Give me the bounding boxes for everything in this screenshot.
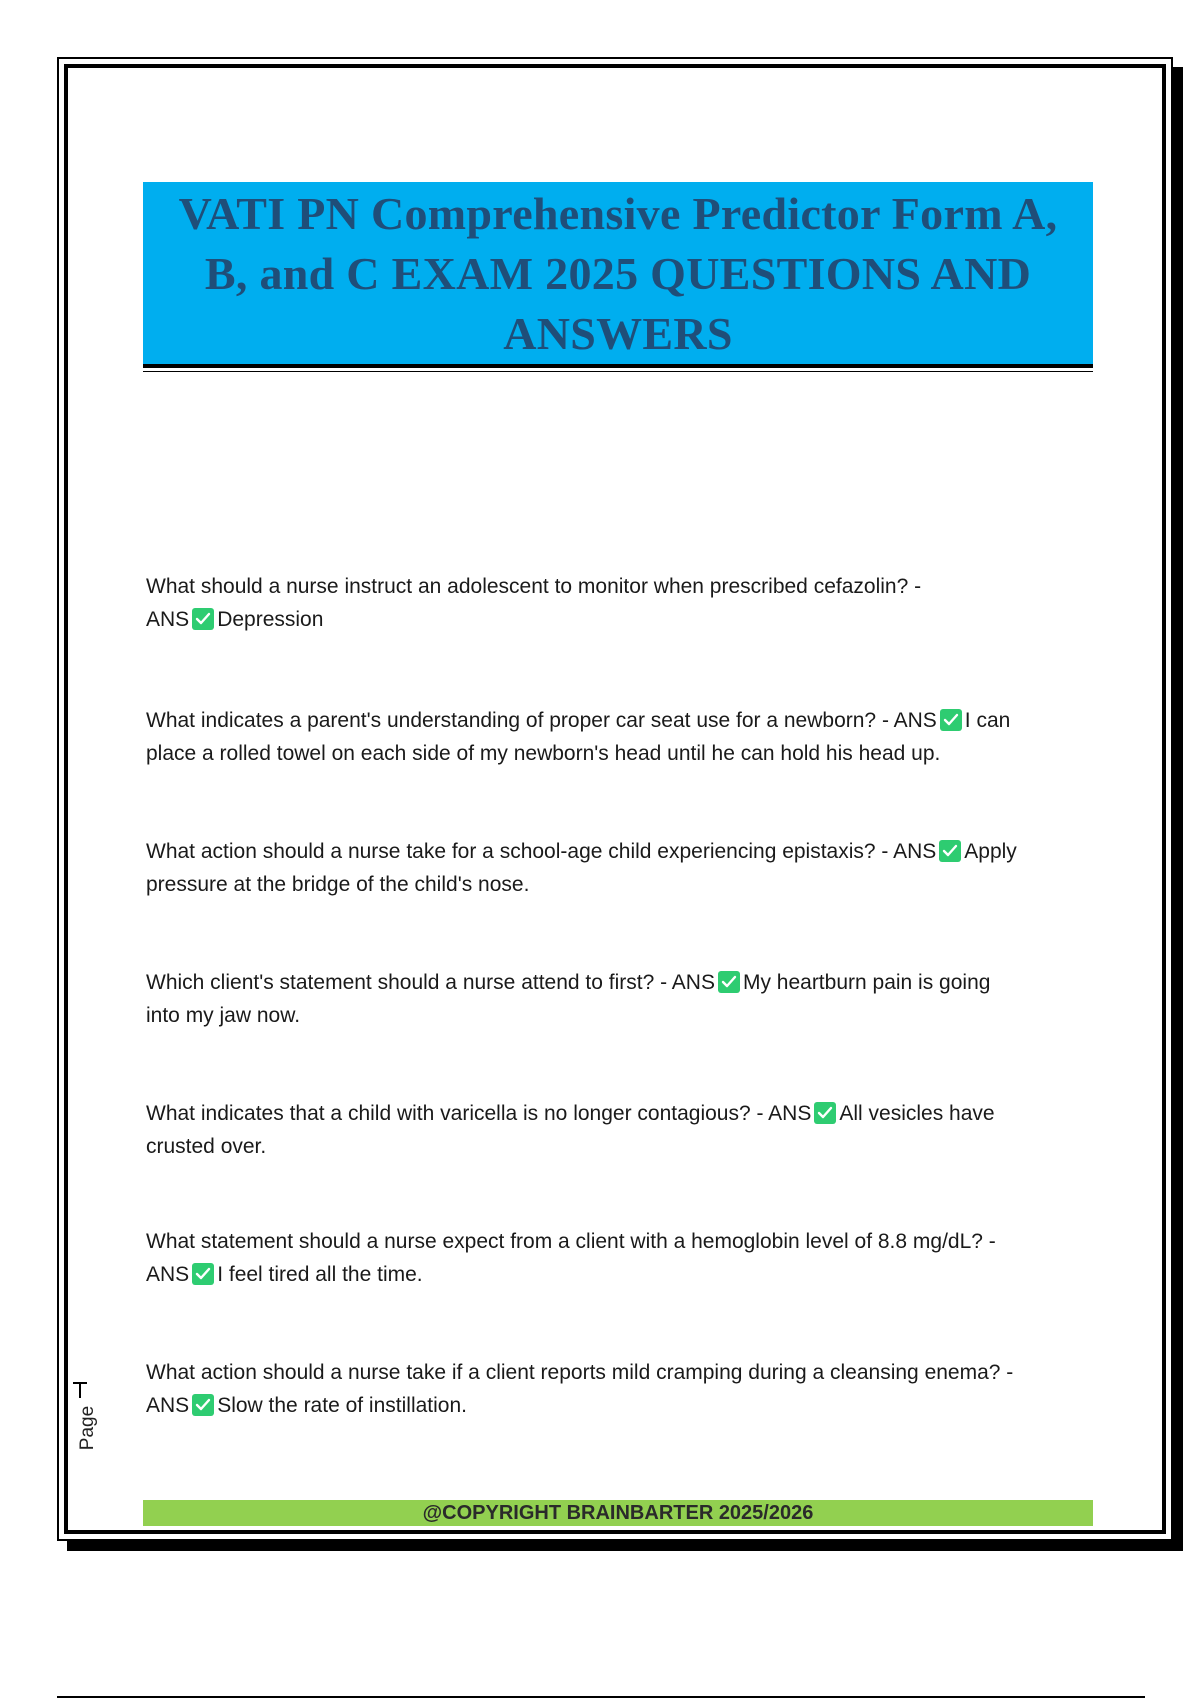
answer-text: All vesicles have — [839, 1102, 995, 1125]
ans-label: ANS — [146, 608, 190, 631]
page-number-tick-stem — [79, 1382, 81, 1398]
question-text: What action should a nurse take for a school-age child experiencing epistaxis? - ANS — [146, 840, 937, 863]
title-line-3: ANSWERS — [503, 308, 733, 359]
question-text: What indicates that a child with varicella is no longer contagious? - ANS — [146, 1102, 812, 1125]
check-box-icon — [939, 840, 961, 862]
title-line-2: B, and C EXAM 2025 QUESTIONS AND — [204, 248, 1032, 299]
answer-text-continued: pressure at the bridge of the child's nose. — [146, 873, 530, 896]
qa-item — [146, 570, 1076, 636]
check-box-icon — [940, 709, 962, 731]
ans-label: ANS — [146, 1263, 190, 1286]
answer-text: My heartburn pain is going — [742, 971, 991, 994]
copyright-footer: @COPYRIGHT BRAINBARTER 2025/2026 — [143, 1500, 1093, 1526]
answer-text-continued: place a rolled towel on each side of my newborn's head until he can hold his head up. — [146, 742, 941, 765]
answer-text: Apply — [964, 840, 1017, 863]
title-rule-thick — [143, 364, 1093, 368]
qa-item — [146, 1225, 1076, 1291]
question-text: What action should a nurse take if a client reports mild cramping during a cleansing enema? - — [146, 1361, 1014, 1384]
ans-label: ANS — [146, 1394, 190, 1417]
check-box-icon — [814, 1102, 836, 1124]
page-label: Page — [77, 1405, 98, 1451]
bottom-rule — [57, 1696, 1145, 1698]
qa-item — [146, 704, 1076, 770]
question-text: Which client's statement should a nurse attend to first? - ANS — [146, 971, 715, 994]
question-text: What indicates a parent's understanding of proper car seat use for a newborn? - ANS — [146, 709, 937, 732]
qa-item — [146, 1097, 1076, 1163]
answer-text: I feel tired all the time. — [217, 1263, 423, 1286]
qa-item — [146, 835, 1076, 901]
title-line-1: VATI PN Comprehensive Predictor Form A, — [178, 188, 1058, 239]
question-text: What should a nurse instruct an adolescent to monitor when prescribed cefazolin? - — [146, 575, 922, 598]
answer-text-continued: crusted over. — [146, 1135, 267, 1158]
answer-text: I can — [964, 709, 1011, 732]
check-box-icon — [718, 971, 740, 993]
qa-item — [146, 966, 1076, 1032]
answer-text-continued: into my jaw now. — [146, 1004, 301, 1027]
answer-text: Depression — [217, 608, 324, 631]
qa-item — [146, 1356, 1076, 1422]
check-box-icon — [192, 1394, 214, 1416]
title-banner — [143, 182, 1093, 364]
check-box-icon — [192, 608, 214, 630]
answer-text: Slow the rate of instillation. — [217, 1394, 467, 1417]
check-box-icon — [192, 1263, 214, 1285]
question-text: What statement should a nurse expect from a client with a hemoglobin level of 8.8 mg/dL? - — [146, 1230, 996, 1253]
title-rule-thin — [143, 371, 1093, 372]
